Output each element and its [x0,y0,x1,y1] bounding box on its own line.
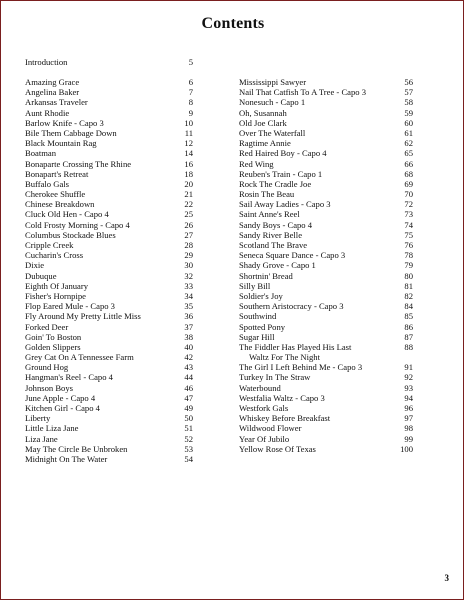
toc-entry-page: 35 [184,301,193,312]
toc-entry-title: Shady Grove - Capo 1 [239,260,316,271]
toc-entry [239,148,413,158]
toc-entry-page: 21 [184,189,193,200]
toc-entry [239,393,413,403]
toc-entry-page: 34 [184,290,193,301]
toc-entry-title: The Girl I Left Behind Me - Capo 3 [239,362,363,373]
toc-entry [25,77,193,87]
toc-entry-page: 10 [184,117,193,128]
toc-entry-title: Grey Cat On A Tennessee Farm [25,352,134,363]
toc-entry [239,372,413,382]
toc-entry-title: Hangman's Reel - Capo 4 [25,372,113,383]
toc-entry-title: Dubuque [25,270,57,281]
toc-entry-page: 74 [404,219,413,230]
toc-entry-page: 30 [184,260,193,271]
page-title: Contents [201,15,265,32]
toc-entry-page: 100 [400,443,413,454]
toc-entry [25,413,193,423]
toc-entry-title: Sandy Boys - Capo 4 [239,219,313,230]
toc-entry-title: Waltz For The Night [249,352,320,363]
toc-entry-page: 20 [184,178,193,189]
toc-entry [239,332,413,342]
toc-entry-page: 52 [184,433,193,444]
toc-entry-title: Little Liza Jane [25,423,79,434]
toc-entry [239,352,413,362]
toc-entry-title: Westfork Gals [239,403,289,413]
toc-entry [239,77,413,87]
page-number: 3 [444,573,449,583]
toc-entry-title: Over The Waterfall [239,127,306,138]
toc-entry-title: Forked Deer [25,321,69,332]
toc-entry [239,444,413,454]
toc-entry-title: Sandy River Belle [239,229,303,240]
toc-entry [239,281,413,291]
toc-entry-page: 43 [184,362,193,373]
toc-entry-page: 50 [184,413,193,424]
toc-entry [239,108,413,118]
toc-entry-page: 26 [184,219,193,230]
toc-entry-title: Bonaparte Crossing The Rhine [25,158,132,169]
toc-entry-page: 76 [404,240,413,250]
toc-entry-page: 22 [184,199,193,210]
toc-entry [239,322,413,332]
toc-entry [25,322,193,332]
toc-entry-title: Nonesuch - Capo 1 [239,97,306,108]
toc-entry-title: Rosin The Beau [239,189,295,200]
toc-entry-page: 16 [184,158,193,169]
toc-entry-title: Chinese Breakdown [25,199,95,210]
toc-entry-title: Johnson Boys [25,382,73,393]
toc-entry-title: Old Joe Clark [239,117,287,128]
toc-entry-page: 44 [184,372,193,383]
toc-entry [239,209,413,219]
toc-entry-title: The Fiddler Has Played His Last [239,341,352,352]
toc-entry [239,240,413,250]
toc-entry-title: Goin' To Boston [25,331,82,342]
toc-entry [25,138,193,148]
toc-entry [25,199,193,209]
toc-entry-title: Sugar Hill [239,331,275,342]
toc-entry-title: Red Wing [239,158,274,169]
toc-entry [25,220,193,230]
toc-entry-page: 60 [404,117,413,128]
toc-entry [239,342,413,352]
toc-entry-page: 46 [184,382,193,393]
toc-entry [239,189,413,199]
toc-entry-page: 73 [404,209,413,220]
toc-entry [25,301,193,311]
toc-entry [239,271,413,281]
toc-entry [25,128,193,138]
toc-entry-title: Barlow Knife - Capo 3 [25,117,104,128]
toc-entry-page: 97 [404,413,413,424]
toc-entry-title: Ground Hog [25,362,69,373]
toc-entry-title: Southwind [239,311,277,322]
toc-entry-title: Reuben's Train - Capo 1 [239,168,323,179]
toc-entry [25,108,193,118]
toc-entry-title: Waterbound [239,382,281,393]
toc-entry-title: Fisher's Hornpipe [25,290,86,301]
toc-entry [25,291,193,301]
toc-entry-title: Golden Slippers [25,341,81,352]
toc-entry-title: Amazing Grace [25,77,80,87]
toc-entry-page: 58 [404,97,413,108]
toc-entry-title: Westfalia Waltz - Capo 3 [239,392,325,403]
toc-entry-title: Liberty [25,413,51,424]
toc-entry-title: Cluck Old Hen - Capo 4 [25,209,109,220]
toc-entry-title: Turkey In The Straw [239,372,311,383]
toc-entry-page: 99 [404,433,413,444]
toc-entry-page: 47 [184,392,193,403]
toc-entry-page: 94 [404,392,413,403]
toc-entry-title: Bonapart's Retreat [25,168,89,179]
toc-entry [239,118,413,128]
toc-entry [25,209,193,219]
toc-entry-title: Rock The Cradle Joe [239,178,312,189]
toc-entry [25,118,193,128]
toc-entry [25,423,193,433]
toc-entry [239,362,413,372]
toc-entry [239,301,413,311]
toc-entry-page: 8 [188,97,193,108]
toc-entry-page: 86 [404,321,413,332]
toc-entry [25,250,193,260]
toc-entry-title: Liza Jane [25,433,58,444]
toc-entry-page: 61 [404,127,413,138]
toc-entry-page: 6 [188,77,193,87]
toc-entry [239,230,413,240]
toc-entry [239,311,413,321]
toc-entry-title: Cripple Creek [25,240,74,250]
toc-entry-page: 49 [184,403,193,413]
toc-entry [25,372,193,382]
toc-entry-page: 32 [184,270,193,281]
toc-entry-page: 69 [404,178,413,189]
toc-entry [25,87,193,97]
toc-entry-page: 18 [184,168,193,179]
toc-entry [239,179,413,189]
toc-entry-title: Oh, Susannah [239,107,287,118]
toc-entry-introduction [25,57,193,67]
toc-entry [25,97,193,107]
toc-entry [239,291,413,301]
toc-entry [25,240,193,250]
toc-entry-title: Columbus Stockade Blues [25,229,116,240]
toc-entry [239,97,413,107]
toc-entry-title: Eighth Of January [25,280,89,291]
toc-entry-title: Whiskey Before Breakfast [239,413,331,424]
toc-entry-title: Nail That Catfish To A Tree - Capo 3 [239,87,367,98]
toc-entry-page: 98 [404,423,413,434]
toc-entry-title: Seneca Square Dance - Capo 3 [239,250,346,261]
toc-entry-title: Sail Away Ladies - Capo 3 [239,199,331,210]
toc-entry-title: Aunt Rhodie [25,107,70,118]
toc-entry [25,159,193,169]
toc-entry-title: Introduction [25,57,68,67]
toc-entry-title: Kitchen Girl - Capo 4 [25,403,100,413]
toc-entry [239,434,413,444]
toc-entry-page: 82 [404,290,413,301]
toc-entry-page: 87 [404,331,413,342]
toc-entry-page: 29 [184,250,193,261]
toc-entry-page: 84 [404,301,413,312]
toc-entry [25,403,193,413]
toc-entry-page: 53 [184,443,193,454]
toc-entry [239,87,413,97]
toc-entry-title: Shortnin' Bread [239,270,293,281]
toc-entry-page: 11 [184,127,193,138]
toc-entry-page: 12 [184,138,193,149]
toc-entry-page: 27 [184,229,193,240]
toc-entry-page: 93 [404,382,413,393]
toc-entry [239,413,413,423]
toc-entry-title: Year Of Jubilo [239,433,290,444]
toc-entry [25,444,193,454]
toc-entry-title: Yellow Rose Of Texas [239,443,316,454]
toc-entry-title: Scotland The Brave [239,240,308,250]
toc-entry [239,159,413,169]
toc-entry [239,220,413,230]
toc-entry [25,393,193,403]
toc-entry-title: Black Mountain Rag [25,138,97,149]
toc-entry-title: Dixie [25,260,45,271]
toc-entry [25,260,193,270]
toc-entry-title: Boatman [25,148,57,159]
toc-entry [239,260,413,270]
toc-entry-page: 51 [184,423,193,434]
toc-entry [25,179,193,189]
toc-entry-page: 7 [188,87,193,98]
toc-entry-title: Cold Frosty Morning - Capo 4 [25,219,130,230]
toc-right-column [239,77,413,454]
toc-entry [239,383,413,393]
toc-entry-page: 96 [404,403,413,413]
toc-entry [25,169,193,179]
toc-entry-page: 33 [184,280,193,291]
toc-entry [25,148,193,158]
toc-entry-title: Wildwood Flower [239,423,302,434]
toc-entry [239,128,413,138]
toc-entry [25,281,193,291]
toc-entry [239,199,413,209]
toc-entry-page: 5 [188,57,193,67]
toc-entry-page: 85 [404,311,413,322]
toc-entry [239,403,413,413]
toc-entry-page: 9 [188,107,193,118]
toc-entry [25,189,193,199]
toc-entry [239,169,413,179]
toc-entry-page: 65 [404,148,413,159]
toc-entry-page: 88 [404,341,413,352]
toc-entry-title: Soldier's Joy [239,290,283,301]
toc-entry-page: 62 [404,138,413,149]
toc-entry-page: 80 [404,270,413,281]
toc-entry [25,332,193,342]
toc-entry-page: 38 [184,331,193,342]
toc-entry-page: 40 [184,341,193,352]
toc-entry-title: Cherokee Shuffle [25,189,86,200]
toc-entry [25,342,193,352]
toc-entry-page: 14 [184,148,193,159]
toc-entry-page: 57 [404,87,413,98]
toc-entry-page: 66 [404,158,413,169]
toc-entry-page: 78 [404,250,413,261]
toc-entry [239,423,413,433]
toc-entry-page: 37 [184,321,193,332]
toc-entry [25,383,193,393]
toc-entry [239,250,413,260]
toc-entry-title: Midnight On The Water [25,453,108,464]
toc-entry-page: 54 [184,453,193,464]
toc-entry [25,454,193,464]
toc-entry-title: Arkansas Traveler [25,97,88,108]
toc-entry-title: May The Circle Be Unbroken [25,443,128,454]
toc-entry-title: June Apple - Capo 4 [25,392,96,403]
toc-entry-page: 91 [404,362,413,373]
toc-left-column [25,77,193,464]
toc-entry-title: Fly Around My Pretty Little Miss [25,311,141,322]
toc-entry [25,352,193,362]
toc-entry-page: 70 [404,189,413,200]
toc-entry [25,434,193,444]
toc-entry-title: Spotted Pony [239,321,286,332]
toc-entry-title: Red Haired Boy - Capo 4 [239,148,327,159]
toc-entry [25,230,193,240]
toc-entry-page: 75 [404,229,413,240]
toc-entry-title: Angelina Baker [25,87,80,98]
toc-entry-page: 25 [184,209,193,220]
toc-entry-title: Ragtime Annie [239,138,291,149]
toc-entry-title: Buffalo Gals [25,178,69,189]
toc-entry-page: 42 [184,352,193,363]
toc-entry-page: 59 [404,107,413,118]
toc-entry [25,362,193,372]
toc-entry [25,271,193,281]
toc-entry-page: 36 [184,311,193,322]
toc-entry [25,311,193,321]
toc-entry-page: 72 [404,199,413,210]
toc-entry-title: Cucharin's Cross [25,250,84,261]
toc-entry-title: Saint Anne's Reel [239,209,300,220]
toc-entry-title: Southern Aristocracy - Capo 3 [239,301,344,312]
toc-entry-page: 28 [184,240,193,250]
toc-entry [239,138,413,148]
toc-entry-page: 81 [404,280,413,291]
toc-entry-page: 79 [404,260,413,271]
toc-entry-page: 56 [404,77,413,87]
toc-entry-page: 92 [404,372,413,383]
toc-entry-title: Silly Bill [239,280,271,291]
toc-entry-title: Mississippi Sawyer [239,77,307,87]
toc-entry-title: Flop Eared Mule - Capo 3 [25,301,115,312]
toc-entry-title: Bile Them Cabbage Down [25,127,117,138]
toc-entry-page: 68 [404,168,413,179]
